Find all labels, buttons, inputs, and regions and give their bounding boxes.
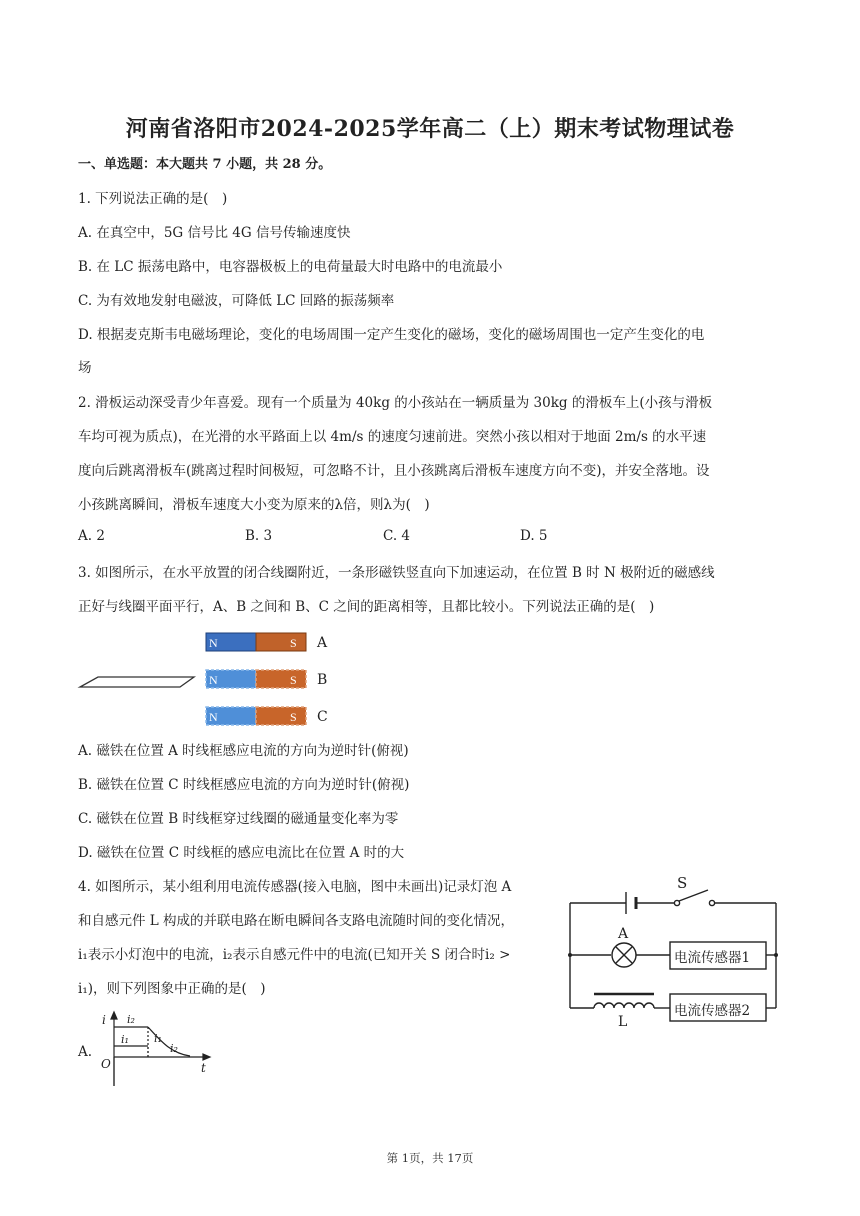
q2-line-4: 小孩跳离瞬间，滑板车速度大小变为原来的λ倍，则λ为( ) [78,497,430,513]
q3-line-2: 正好与线圈平面平行，A、B 之间和 B、C 之间的距离相等，且都比较小。下列说法正确的是( ) [78,599,655,615]
graph-origin-label: O [101,1057,111,1071]
q1-option-a: A. 在真空中，5G 信号比 4G 信号传输速度快 [78,225,351,241]
q3-line-1: 3. 如图所示，在水平放置的闭合线圈附近，一条形磁铁竖直向下加速运动，在位置 B 时 N 极附近的磁感线 [78,565,715,581]
inductor-l-label: L [618,1014,628,1026]
magnet-b [206,670,327,688]
page-footer: 第 1页，共 17页 [386,1151,474,1165]
q4-line-1: 4. 如图所示，某小组利用电流传感器(接入电脑，图中未画出)记录灯泡 A [78,879,512,895]
magnet-c-n-label: N [209,710,218,724]
q1-option-b: B. 在 LC 振荡电路中，电容器极板上的电荷量最大时电路中的电流最小 [78,259,503,275]
magnet-a-n-label: N [209,636,218,650]
graph-t-axis-label: t [201,1061,206,1075]
q2-option-b: B. 3 [245,528,273,544]
q4-line-2: 和自感元件 L 构成的并联电路在断电瞬间各支路电流随时间的变化情况， [78,913,515,929]
section-heading: 一、单选题：本大题共 7 小题，共 28 分。 [78,157,332,172]
magnet-a-s-label: S [290,636,297,650]
q2-line-2: 车均可视为质点)，在光滑的水平路面上以 4m/s 的速度匀速前进。突然小孩以相对于地面 2m/s 的水平速 [78,429,707,445]
graph-i2-right-label: i₂ [170,1042,178,1055]
position-a-label: A [317,635,328,651]
lamp-a-label: A [618,926,629,942]
sensor-2-label: 电流传感器2 [674,1003,751,1019]
q1-option-d: D. 根据麦克斯韦电磁场理论，变化的电场周围一定产生变化的磁场，变化的磁场周围也一定产生变化的电 [78,327,705,343]
q4-option-a-graph [98,1008,218,1090]
sensor-1-label: 电流传感器1 [674,950,751,966]
q1-option-d-cont: 场 [78,360,92,376]
magnet-b-s-label: S [290,673,297,687]
graph-i1-left-label: i₁ [121,1033,129,1046]
magnet-a [206,633,328,651]
q2-option-a: A. 2 [78,528,105,544]
magnet-c-s-label: S [290,710,297,724]
q2-option-d: D. 5 [520,528,548,544]
q3-option-c: C. 磁铁在位置 B 时线框穿过线圈的磁通量变化率为零 [78,811,399,827]
switch-s-label: S [677,876,688,892]
q4-line-4: i₁)，则下列图象中正确的是( ) [78,981,266,997]
position-b-label: B [317,672,328,688]
q4-option-a-label: A. [78,1044,93,1060]
graph-i2-top-label: i₂ [127,1013,135,1026]
position-c-label: C [317,709,328,725]
magnet-b-n-label: N [209,673,218,687]
q3-magnet-figure [76,628,346,732]
q2-line-1: 2. 滑板运动深受青少年喜爱。现有一个质量为 40kg 的小孩站在一辆质量为 30kg 的滑板车上(小孩与滑板 [78,395,713,411]
q2-option-c: C. 4 [383,528,411,544]
q1-option-c: C. 为有效地发射电磁波，可降低 LC 回路的振荡频率 [78,293,395,309]
magnet-c [206,707,328,725]
graph-i-axis-label: i [102,1013,106,1027]
q3-option-d: D. 磁铁在位置 C 时线框的感应电流比在位置 A 时的大 [78,845,405,861]
q4-circuit-diagram [562,876,784,1026]
q2-line-3: 度向后跳离滑板车(跳离过程时间极短，可忽略不计，且小孩跳离后滑板车速度方向不变)，并安全落地。设 [78,463,710,479]
page-title: 河南省洛阳市2024-2025学年高二（上）期末考试物理试卷 [125,116,735,142]
coil-shape [80,677,194,687]
q3-option-a: A. 磁铁在位置 A 时线框感应电流的方向为逆时针(俯视) [78,743,409,759]
q4-line-3: i₁表示小灯泡中的电流，i₂表示自感元件中的电流(已知开关 S 闭合时i₂ > [78,947,511,963]
graph-i1-right-label: i₁ [154,1032,162,1045]
q1-stem: 1. 下列说法正确的是( ) [78,191,228,207]
q3-option-b: B. 磁铁在位置 C 时线框感应电流的方向为逆时针(俯视) [78,777,410,793]
